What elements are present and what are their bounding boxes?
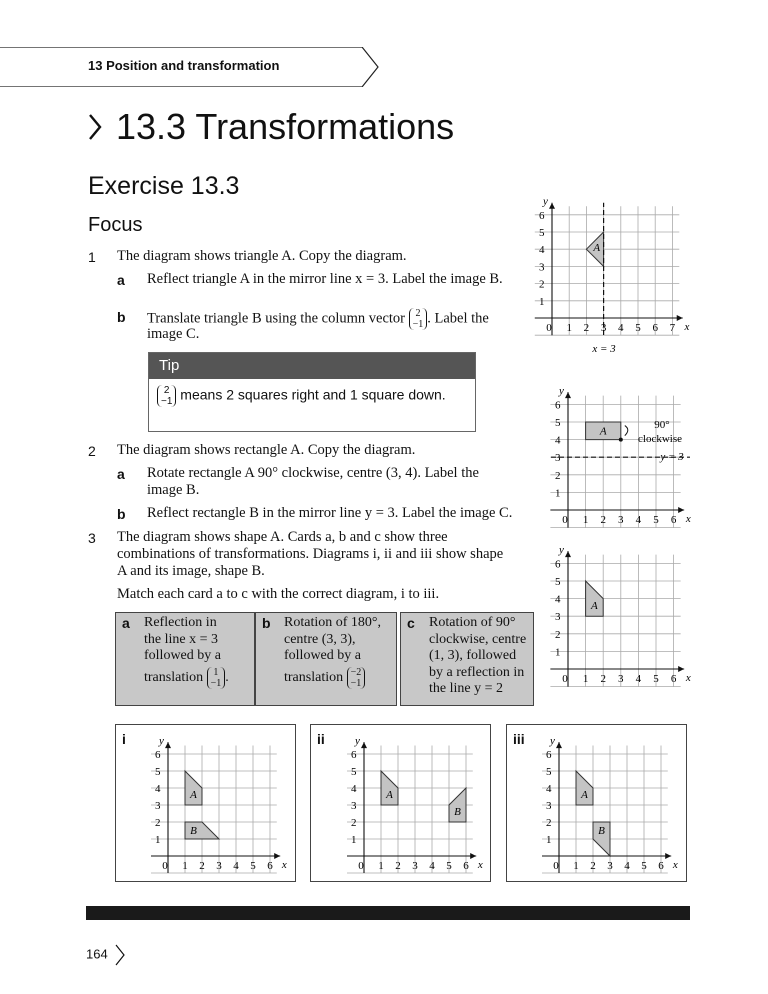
exercise-title: Exercise 13.3 [88, 172, 240, 200]
section-title: 13.3 Transformations [88, 106, 454, 148]
y-tick-label: 5 [555, 417, 561, 429]
x-tick-label: 2 [583, 322, 590, 334]
y-axis-arrow [549, 203, 555, 209]
mirror-label: x = 3 [592, 343, 616, 355]
x-tick-label: 4 [429, 860, 435, 872]
y-tick-label: 3 [539, 261, 545, 274]
y-tick-label: 5 [539, 227, 545, 239]
question-text: The diagram shows triangle A. Copy the diagram. [117, 248, 407, 264]
y-tick-label: 3 [546, 800, 552, 812]
x-axis-label: x [672, 859, 678, 871]
origin-label: 0 [562, 673, 568, 685]
x-tick-label: 5 [653, 673, 659, 685]
y-tick-label: 1 [555, 646, 561, 659]
x-tick-label: 4 [635, 673, 642, 685]
part-label: a [117, 466, 125, 482]
x-tick-label: 6 [463, 860, 469, 872]
y-tick-label: 4 [155, 783, 161, 795]
part-text: image B. [147, 482, 200, 498]
y-axis-label: y [559, 384, 564, 397]
question-number: 2 [88, 443, 96, 459]
part-label: b [117, 309, 126, 325]
shape-label: A [599, 425, 607, 438]
diagram-i: i [115, 724, 296, 882]
shape-label: B [190, 824, 197, 837]
y-tick-label: 6 [555, 558, 561, 571]
x-tick-label: 1 [582, 514, 589, 526]
shape-label: A [190, 789, 197, 802]
x-tick-label: 5 [641, 860, 647, 872]
origin-label: 0 [162, 860, 168, 872]
rotation-centre [619, 438, 623, 442]
x-tick-label: 1 [182, 860, 188, 872]
part-label: a [117, 272, 125, 288]
mirror-label: y = 3 [660, 451, 684, 463]
page-number: 164 [86, 944, 125, 966]
shape-label: B [598, 824, 605, 837]
x-tick-label: 6 [658, 860, 664, 872]
rotation-label: 90° [654, 419, 670, 431]
x-axis-arrow [677, 315, 683, 321]
column-vector: 2 −1 [409, 308, 428, 330]
y-tick-label: 1 [539, 295, 545, 308]
x-axis-label: x [685, 513, 691, 525]
x-tick-label: 5 [250, 860, 256, 872]
part-text: Reflect triangle A in the mirror line x = 3. Label the image B. [147, 271, 503, 287]
origin-label: 0 [553, 860, 559, 872]
y-axis-label: y [543, 195, 548, 208]
tip-heading: Tip [149, 353, 475, 379]
x-tick-label: 5 [446, 860, 452, 872]
question-text: Match each card a to c with the correct diagram, i to iii. [117, 586, 440, 602]
y-tick-label: 2 [539, 278, 545, 291]
y-tick-label: 3 [155, 800, 161, 812]
x-tick-label: 4 [624, 860, 630, 872]
part-text: Reflect rectangle B in the mirror line y = 3. Label the image C. [147, 505, 513, 521]
diagram-iii: iii [506, 724, 687, 882]
y-tick-label: 4 [555, 593, 561, 606]
question-text: The diagram shows shape A. Cards a, b and c show three [117, 529, 448, 545]
shape-label: A [386, 789, 393, 802]
part-text: Translate triangle B using the column vector 2 −1 . Label the [147, 308, 489, 330]
y-tick-label: 6 [351, 749, 357, 761]
column-vector: −2 −1 [347, 667, 366, 689]
shape-label: A [591, 600, 598, 613]
x-tick-label: 4 [635, 514, 642, 526]
y-tick-label: 2 [351, 817, 357, 829]
question-text: combinations of transformations. Diagrams i, ii and iii show shape [117, 546, 504, 562]
x-tick-label: 1 [378, 860, 384, 872]
y-tick-label: 2 [155, 817, 161, 829]
y-tick-label: 4 [539, 244, 545, 257]
x-tick-label: 4 [233, 860, 239, 872]
y-tick-label: 3 [555, 611, 561, 624]
y-tick-label: 1 [555, 487, 561, 500]
x-axis-label: x [685, 672, 691, 684]
y-tick-label: 3 [351, 800, 357, 812]
x-tick-label: 2 [600, 514, 606, 526]
shape-label: A [593, 241, 601, 254]
x-tick-label: 5 [653, 514, 659, 526]
question-number: 3 [88, 530, 96, 546]
x-tick-label: 6 [670, 514, 677, 526]
y-tick-label: 5 [555, 576, 561, 588]
x-tick-label: 3 [607, 860, 613, 872]
x-tick-label: 7 [669, 322, 676, 334]
x-tick-label: 6 [670, 673, 677, 685]
y-tick-label: 5 [546, 766, 552, 778]
x-tick-label: 1 [566, 322, 572, 334]
part-text: Rotate rectangle A 90° clockwise, centre (3, 4). Label the [147, 465, 479, 481]
y-axis-arrow [565, 392, 571, 398]
x-tick-label: 3 [600, 322, 607, 334]
x-tick-label: 6 [267, 860, 273, 872]
column-vector: 2 −1 [157, 385, 176, 407]
question-text: The diagram shows rectangle A. Copy the diagram. [117, 442, 416, 458]
x-tick-label: 2 [199, 860, 205, 872]
y-axis-label: y [550, 734, 555, 747]
y-tick-label: 6 [539, 209, 545, 222]
y-tick-label: 6 [555, 399, 561, 412]
y-tick-label: 1 [155, 834, 161, 846]
x-tick-label: 5 [635, 322, 641, 334]
x-axis-arrow [470, 853, 476, 859]
y-axis-arrow [165, 742, 171, 748]
y-tick-label: 5 [155, 766, 161, 778]
shape-label: B [454, 806, 461, 819]
y-tick-label: 5 [351, 766, 357, 778]
y-axis-arrow [361, 742, 367, 748]
y-tick-label: 3 [555, 452, 561, 465]
card-b: b Rotation of 180°, centre (3, 3), followed by a translation −2 −1 [255, 612, 397, 706]
x-tick-label: 2 [590, 860, 596, 872]
column-vector: 1 −1 [207, 667, 226, 689]
y-tick-label: 2 [546, 817, 552, 829]
card-c: c Rotation of 90° clockwise, centre (1, 3), followed by a reflection in the line y = 2 [400, 612, 534, 706]
x-axis-arrow [665, 853, 671, 859]
footer-bar [86, 906, 690, 920]
x-tick-label: 2 [600, 673, 606, 685]
x-tick-label: 4 [618, 322, 624, 334]
card-a: a Reflection in the line x = 3 followed by a translation 1 −1 . [115, 612, 255, 706]
x-tick-label: 3 [216, 860, 222, 872]
x-axis-arrow [678, 507, 684, 513]
y-tick-label: 6 [155, 749, 161, 761]
x-axis-arrow [678, 666, 684, 672]
x-tick-label: 3 [412, 860, 418, 872]
y-tick-label: 2 [555, 469, 561, 482]
x-axis-label: x [281, 859, 287, 871]
origin-label: 0 [358, 860, 364, 872]
focus-heading: Focus [88, 214, 143, 236]
y-tick-label: 4 [555, 434, 561, 447]
x-tick-label: 2 [395, 860, 401, 872]
question-text: A and its image, shape B. [117, 563, 265, 579]
origin-label: 0 [562, 514, 568, 526]
x-tick-label: 3 [618, 673, 624, 685]
x-tick-label: 1 [573, 860, 579, 872]
rotation-label: clockwise [638, 433, 682, 445]
y-tick-label: 2 [555, 628, 561, 641]
shape-label: A [581, 789, 588, 802]
y-axis-arrow [565, 551, 571, 557]
y-axis-label: y [355, 734, 360, 747]
y-axis-label: y [159, 734, 164, 747]
part-text: image C. [147, 326, 200, 342]
x-tick-label: 3 [618, 514, 624, 526]
tip-text: 2 −1 means 2 squares right and 1 square down. [149, 379, 475, 413]
x-tick-label: 1 [582, 673, 589, 685]
y-tick-label: 4 [351, 783, 357, 795]
diagram-ii: ii [310, 724, 491, 882]
chapter-header: 13 Position and transformation [88, 58, 280, 73]
y-tick-label: 6 [546, 749, 552, 761]
chevron-right-icon [115, 944, 125, 966]
question-number: 1 [88, 249, 96, 265]
y-tick-label: 1 [546, 834, 552, 846]
x-axis-label: x [477, 859, 483, 871]
origin-label: 0 [546, 322, 552, 334]
y-tick-label: 4 [546, 783, 552, 795]
x-tick-label: 6 [652, 322, 658, 334]
x-axis-arrow [274, 853, 280, 859]
x-axis-label: x [684, 321, 690, 333]
y-axis-label: y [559, 543, 564, 556]
part-label: b [117, 506, 126, 522]
y-tick-label: 1 [351, 834, 357, 846]
rotation-arrow-icon [625, 426, 628, 436]
y-axis-arrow [556, 742, 562, 748]
